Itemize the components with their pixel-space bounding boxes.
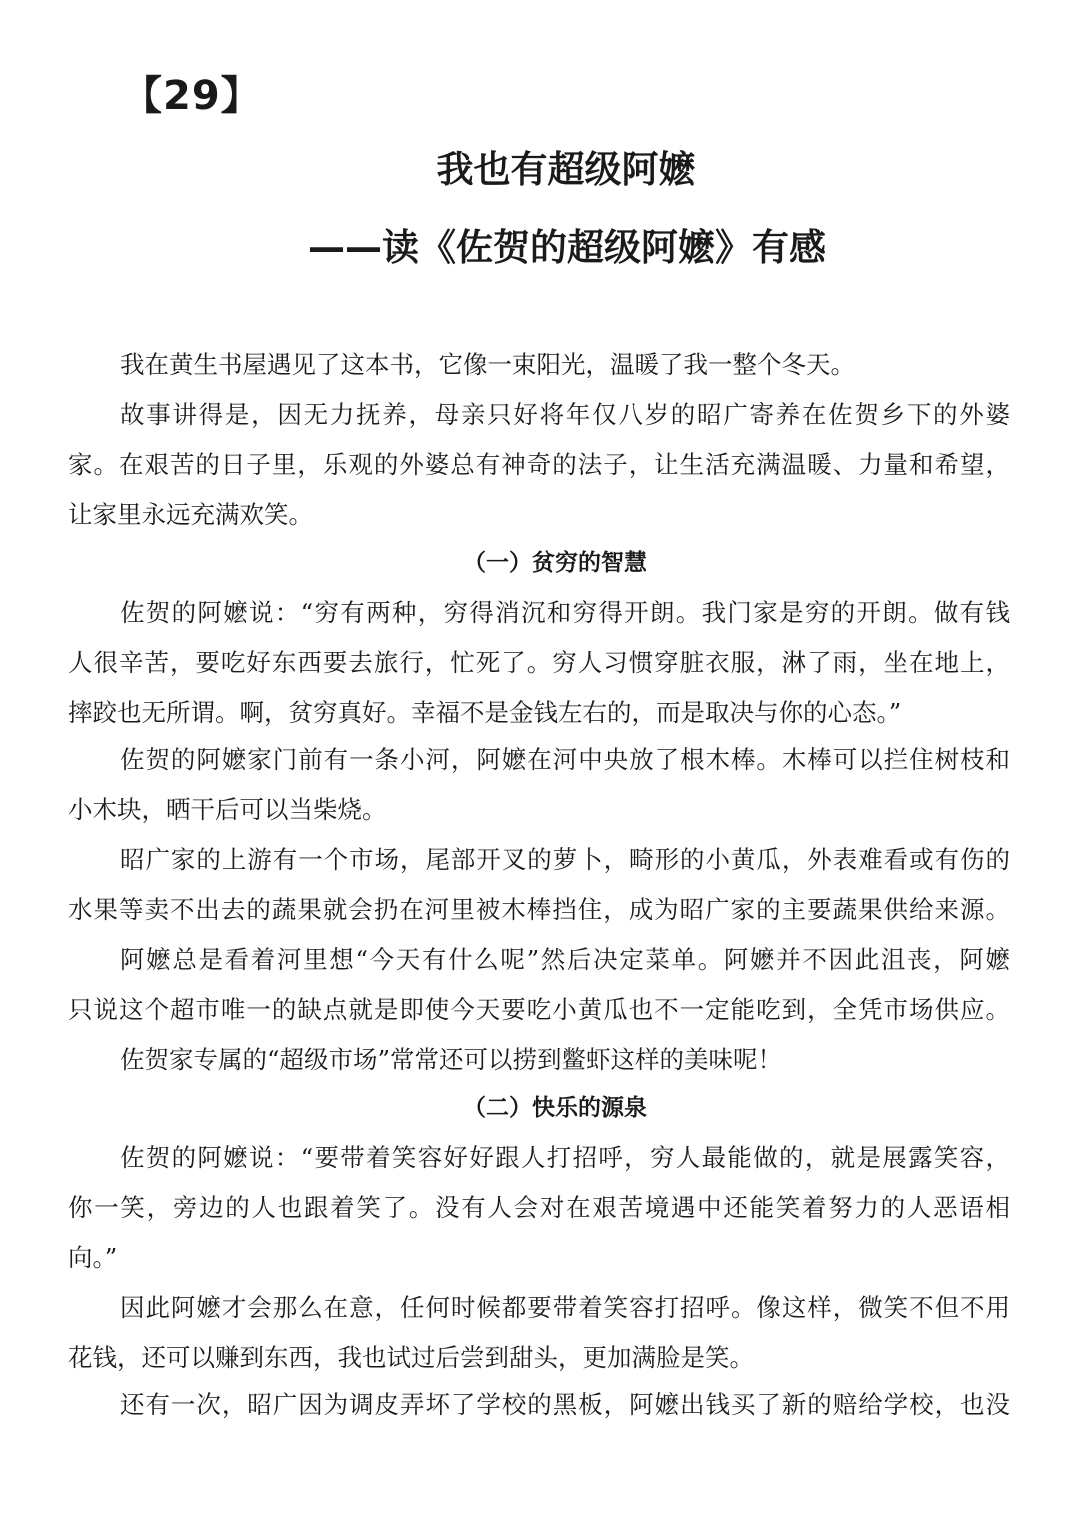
paragraph-line: 让家里永远充满欢笑。 <box>68 500 313 529</box>
paragraph-line: 因此阿嬷才会那么在意，任何时候都要带着笑容打招呼。像这样，微笑不但不用 <box>120 1293 1010 1322</box>
paragraph-line: 还有一次，昭广因为调皮弄坏了学校的黑板，阿嬷出钱买了新的赔给学校，也没 <box>120 1390 1010 1419</box>
paragraph-line: 佐贺的阿嬷说：“要带着笑容好好跟人打招呼，穷人最能做的，就是展露笑容， <box>120 1143 1010 1172</box>
paragraph-line: 佐贺家专属的“超级市场”常常还可以捞到鳖虾这样的美味呢！ <box>120 1045 783 1074</box>
paragraph-line: 昭广家的上游有一个市场，尾部开叉的萝卜，畸形的小黄瓜，外表难看或有伤的 <box>120 845 1010 874</box>
paragraph-line: 花钱，还可以赚到东西，我也试过后尝到甜头，更加满脸是笑。 <box>68 1343 754 1372</box>
paragraph-line: 你一笑，旁边的人也跟着笑了。没有人会对在艰苦境遇中还能笑着努力的人恶语相 <box>68 1193 1010 1222</box>
paragraph-line: 佐贺的阿嬷家门前有一条小河，阿嬷在河中央放了根木棒。木棒可以拦住树枝和 <box>120 745 1010 774</box>
paragraph-line: 水果等卖不出去的蔬果就会扔在河里被木棒挡住，成为昭广家的主要蔬果供给来源。 <box>68 895 1010 924</box>
paragraph-line: 阿嬷总是看着河里想“今天有什么呢”然后决定菜单。阿嬷并不因此沮丧，阿嬷 <box>120 945 1010 974</box>
paragraph-line: 佐贺的阿嬷说：“穷有两种，穷得消沉和穷得开朗。我门家是穷的开朗。做有钱 <box>120 598 1010 627</box>
essay-number: 【29】 <box>122 73 262 119</box>
paragraph-line: 摔跤也无所谓。啊，贫穷真好。幸福不是金钱左右的，而是取决与你的心态。” <box>68 698 902 727</box>
paragraph-line: 我在黄生书屋遇见了这本书，它像一束阳光，温暖了我一整个冬天。 <box>120 350 855 379</box>
paragraph-line: 故事讲得是，因无力抚养，母亲只好将年仅八岁的昭广寄养在佐贺乡下的外婆 <box>120 400 1010 429</box>
paragraph-line: 人很辛苦，要吃好东西要去旅行，忙死了。穷人习惯穿脏衣服，淋了雨，坐在地上， <box>68 648 1010 677</box>
paragraph-line: 家。在艰苦的日子里，乐观的外婆总有神奇的法子，让生活充满温暖、力量和希望， <box>68 450 1010 479</box>
paragraph-line: 向。” <box>68 1243 118 1272</box>
section-heading: （一）贫穷的智慧 <box>463 550 647 576</box>
essay-subtitle: ——读《佐贺的超级阿嬷》有感 <box>308 226 826 269</box>
paragraph-line: 小木块，晒干后可以当柴烧。 <box>68 795 387 824</box>
essay-title: 我也有超级阿嬷 <box>436 148 696 191</box>
section-heading: （二）快乐的源泉 <box>463 1095 647 1121</box>
paragraph-line: 只说这个超市唯一的缺点就是即使今天要吃小黄瓜也不一定能吃到，全凭市场供应。 <box>68 995 1010 1024</box>
